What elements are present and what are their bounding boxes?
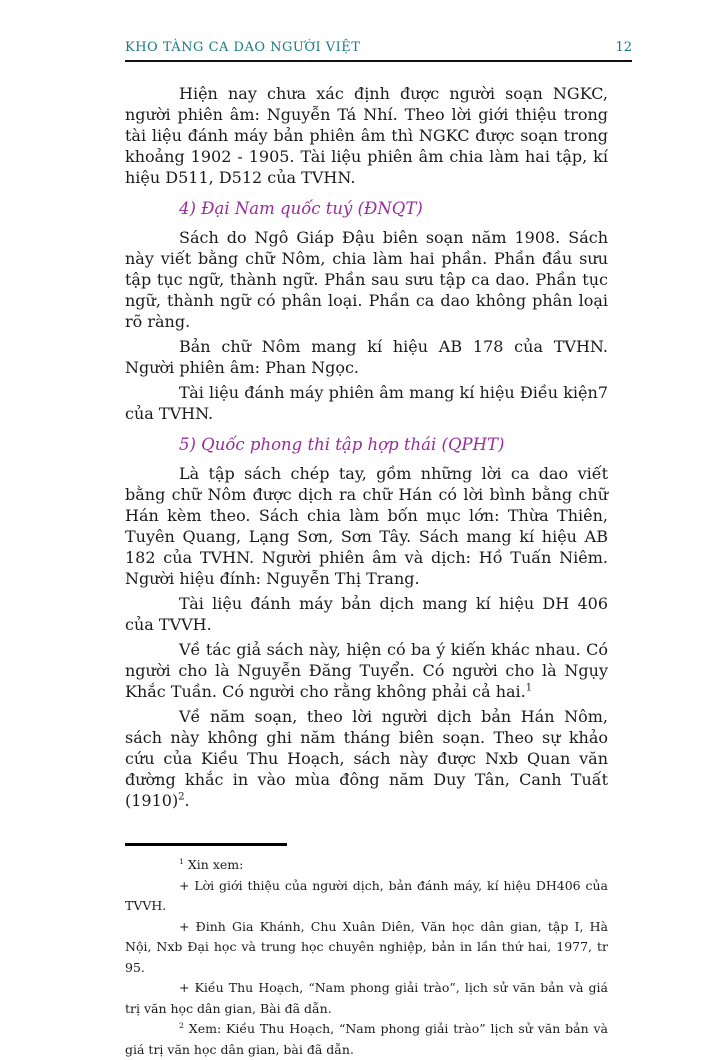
text-run: Về tác giả sách này, hiện có ba ý kiến khác nhau. Có người cho là Nguyễn Đăng Tuyển. Có người cho là Ngụy Khắc Tuần. Có người cho rằng không phải cả hai. xyxy=(125,640,608,701)
footnote-separator xyxy=(125,843,287,846)
text-run: Tài liệu đánh máy bản dịch mang kí hiệu DH 406 của TVVH. xyxy=(125,594,608,634)
footnote-ref-marker: 2 xyxy=(178,791,185,803)
text-run: 4) Đại Nam quốc tuý (ĐNQT) xyxy=(179,199,423,218)
footnote-number: 1 xyxy=(179,856,184,866)
footnote-ref-marker: 1 xyxy=(525,682,533,694)
running-header xyxy=(125,40,632,55)
footnote-entry xyxy=(125,876,608,917)
body-paragraph xyxy=(125,336,608,378)
page-number: 12 xyxy=(615,40,632,55)
text-run: Sách do Ngô Giáp Đậu biên soạn năm 1908. Sách này viết bằng chữ Nôm, chia làm hai phần. Phần đầu sưu tập tục ngữ, thành ngữ. Phần sau sưu tập ca dao. Phần tục ngữ, thành ngữ có phân loại. Phần ca dao không phân loại rõ ràng. xyxy=(125,228,608,331)
header-rule xyxy=(125,60,632,62)
text-run: 5) Quốc phong thi tập hợp thái (QPHT) xyxy=(179,435,505,454)
footnote-entry xyxy=(125,917,608,979)
body-paragraph xyxy=(125,593,608,635)
section-heading xyxy=(179,434,608,455)
body-paragraph xyxy=(125,706,608,811)
text-run: + Đinh Gia Khánh, Chu Xuân Diên, Văn học dân gian, tập I, Hà Nội, Nxb Đại học và trung học chuyên nghiệp, bản in lần thứ hai, 1977, tr 95. xyxy=(125,918,608,975)
body-paragraph xyxy=(125,463,608,589)
text-run: . xyxy=(184,791,190,810)
text-run: Về năm soạn, theo lời người dịch bản Hán Nôm, sách này không ghi năm tháng biên soạn. Theo sự khảo cứu của Kiều Thu Hoạch, sách này được Nxb Quan văn đường khắc in vào mùa đông năm Duy Tân, Canh Tuất (1910) xyxy=(125,707,608,810)
text-run: + Lời giới thiệu của người dịch, bản đánh máy, kí hiệu DH406 của TVVH. xyxy=(125,877,608,913)
footnote-entry xyxy=(125,855,608,876)
footnotes-block xyxy=(125,855,608,1060)
section-heading xyxy=(179,198,608,219)
body-text xyxy=(125,83,608,811)
text-run: Tài liệu đánh máy phiên âm mang kí hiệu Điều kiện7 của TVHN. xyxy=(125,383,608,423)
text-run: + Kiều Thu Hoạch, “Nam phong giải trào”, lịch sử văn bản và giá trị văn học dân gian, Bài đã dẫn. xyxy=(125,980,608,1016)
footnote-entry xyxy=(125,1019,608,1060)
body-paragraph xyxy=(125,83,608,188)
text-run: Hiện nay chưa xác định được người soạn NGKC, người phiên âm: Nguyễn Tá Nhí. Theo lời giới thiệu trong tài liệu đánh máy bản phiên âm thì NGKC được soạn trong khoảng 1902 - 1905. Tài liệu phiên âm chia làm hai tập, kí hiệu D511, D512 của TVHN. xyxy=(125,84,608,187)
footnote-entry xyxy=(125,978,608,1019)
text-run: Xin xem: xyxy=(183,857,244,872)
body-paragraph xyxy=(125,227,608,332)
text-run: Là tập sách chép tay, gồm những lời ca dao viết bằng chữ Nôm được dịch ra chữ Hán có lời bình bằng chữ Hán kèm theo. Sách chia làm bốn mục lớn: Thừa Thiên, Tuyên Quang, Lạng Sơn, Sơn Tây. Sách mang kí hiệu AB 182 của TVHN. Người phiên âm và dịch: Hồ Tuấn Niêm. Người hiệu đính: Nguyễn Thị Trang. xyxy=(125,464,608,588)
running-header-title: KHO TÀNG CA DAO NGƯỜI VIỆT xyxy=(125,40,361,55)
text-run: Bản chữ Nôm mang kí hiệu AB 178 của TVHN. Người phiên âm: Phan Ngọc. xyxy=(125,337,608,377)
body-paragraph xyxy=(125,639,608,702)
footnote-number: 2 xyxy=(179,1020,184,1030)
body-paragraph xyxy=(125,382,608,424)
text-run: Xem: Kiều Thu Hoạch, “Nam phong giải trào” lịch sử văn bản và giá trị văn học dân gian, bài đã dẫn. xyxy=(125,1021,608,1057)
